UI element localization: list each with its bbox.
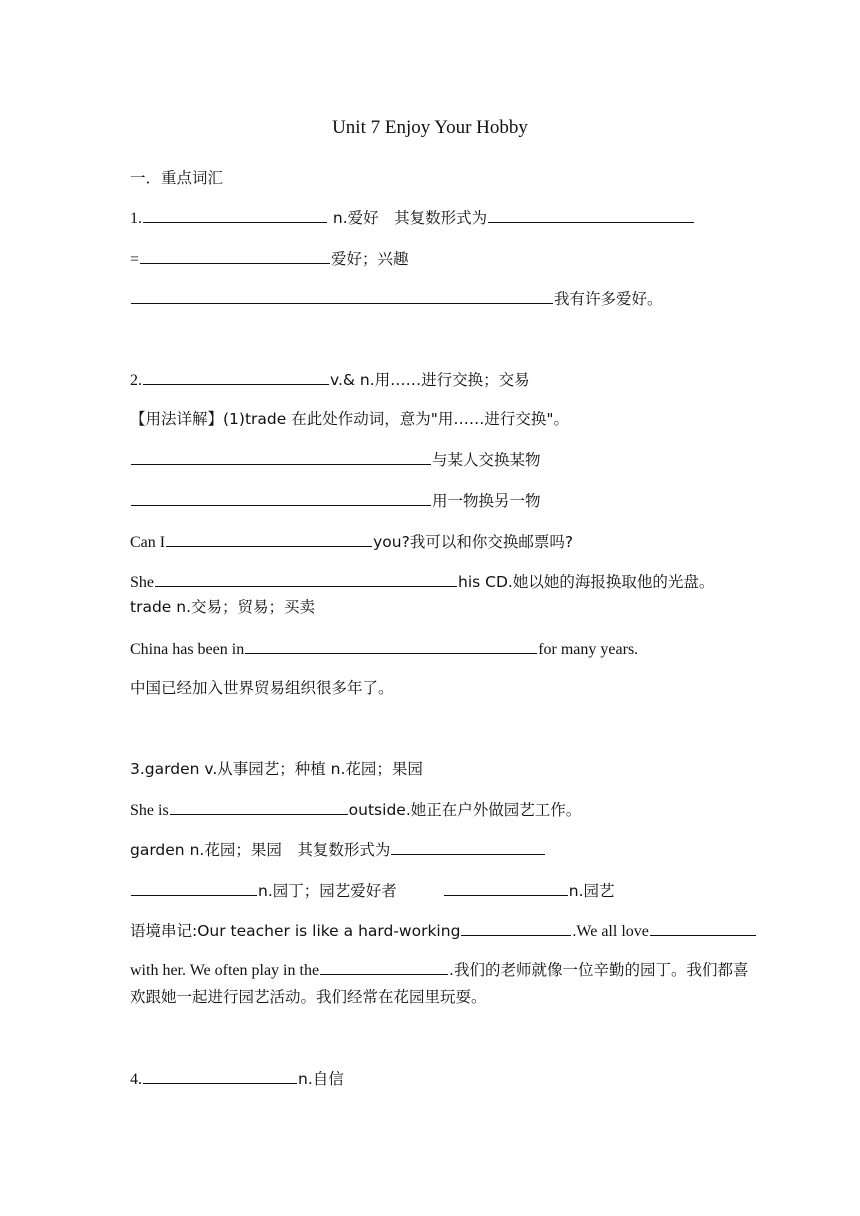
item4-number: 4.	[130, 1071, 142, 1088]
item2-ex3-prefix: China has been in	[130, 641, 245, 658]
item3-blank-plural[interactable]	[391, 838, 545, 855]
item3-context2-prefix: with her. We often play in the	[130, 962, 320, 979]
item2-example3	[130, 637, 638, 661]
item3-example1	[130, 798, 581, 822]
item1-number: 1.	[130, 210, 142, 227]
item2-phrase1-meaning: 与某人交换某物	[432, 451, 541, 469]
item2-blank-ex2[interactable]	[155, 570, 457, 587]
section-heading: 一．重点词汇	[130, 169, 224, 187]
item2-blank-phrase2[interactable]	[131, 489, 431, 506]
item2-blank-ex1[interactable]	[166, 530, 372, 547]
item1-equals: =	[130, 251, 140, 268]
item3-plural-label: garden n.花园；果园 其复数形式为	[130, 841, 391, 859]
item2-line1	[130, 368, 530, 392]
item3-blank-context2[interactable]	[650, 919, 756, 936]
item3-context2-suffix: .我们的老师就像一位辛勤的园丁。我们都喜欢跟她一起进行园艺活动。我们经常在花园里玩耍。	[130, 961, 749, 1006]
item2-phrase1	[130, 448, 541, 472]
item3-blank-ex1[interactable]	[170, 798, 348, 815]
item4-blank-confidence[interactable]	[143, 1067, 297, 1084]
item3-gardener-meaning: n.园丁；园艺爱好者	[258, 882, 397, 900]
item2-noun-line: trade n.交易；贸易；买卖	[130, 598, 316, 616]
item2-ex3-translation: 中国已经加入世界贸易组织很多年了。	[130, 679, 394, 697]
item2-blank-phrase1[interactable]	[131, 448, 431, 465]
item2-definition: v.& n.用……进行交换；交易	[330, 371, 530, 389]
item3-blank-context1[interactable]	[461, 919, 571, 936]
item1-blank-sentence[interactable]	[131, 287, 553, 304]
item2-example1	[130, 530, 573, 554]
item2-blank-ex3[interactable]	[245, 637, 537, 654]
item3-ex1-prefix: She is	[130, 802, 169, 819]
item2-ex3-suffix: for many years.	[538, 641, 639, 658]
item2-phrase2	[130, 489, 541, 513]
item2-ex2-suffix: his CD.她以她的海报换取他的光盘。	[458, 573, 715, 591]
item3-gardening-meaning: n.园艺	[568, 882, 615, 900]
item1-sentence-translation: 我有许多爱好。	[554, 290, 663, 308]
item2-number: 2.	[130, 372, 142, 389]
item1-blank-synonym[interactable]	[140, 247, 330, 264]
item3-ex1-suffix: outside.她正在户外做园艺工作。	[348, 801, 582, 819]
page-title: Unit 7 Enjoy Your Hobby	[332, 117, 528, 138]
item4-line1	[130, 1067, 344, 1091]
item4-definition: n.自信	[298, 1070, 344, 1088]
item3-context-mid: .We all love	[572, 923, 649, 940]
item2-ex1-prefix: Can I	[130, 534, 166, 551]
item1-line2	[130, 247, 409, 271]
item3-context-line2	[130, 957, 750, 1011]
item3-line1: 3.garden v.从事园艺；种植 n.花园；果园	[130, 760, 423, 778]
item1-line1	[130, 206, 695, 230]
item1-synonym-meaning: 爱好；兴趣	[331, 250, 409, 268]
item2-ex2-prefix: She	[130, 574, 154, 591]
item2-example2	[130, 570, 714, 594]
item2-usage: 【用法详解】(1)trade 在此处作动词，意为"用……进行交换"。	[130, 410, 569, 428]
item3-context-prefix: 语境串记:Our teacher is like a hard-working	[130, 922, 461, 940]
item1-definition: n.爱好 其复数形式为	[328, 209, 488, 227]
item3-blank-gardener[interactable]	[131, 879, 257, 896]
item3-blank-context3[interactable]	[320, 958, 448, 975]
item3-blank-gardening[interactable]	[444, 879, 568, 896]
item2-ex1-suffix: you?我可以和你交换邮票吗?	[373, 533, 574, 551]
item2-phrase2-meaning: 用一物换另一物	[432, 492, 541, 510]
item3-context-line1	[130, 919, 757, 943]
item1-blank-hobby[interactable]	[143, 206, 327, 223]
item3-derivatives	[130, 879, 615, 903]
item3-plural-line	[130, 838, 546, 862]
item1-line3	[130, 287, 663, 311]
item2-blank-trade[interactable]	[143, 368, 329, 385]
item1-blank-plural[interactable]	[488, 206, 694, 223]
